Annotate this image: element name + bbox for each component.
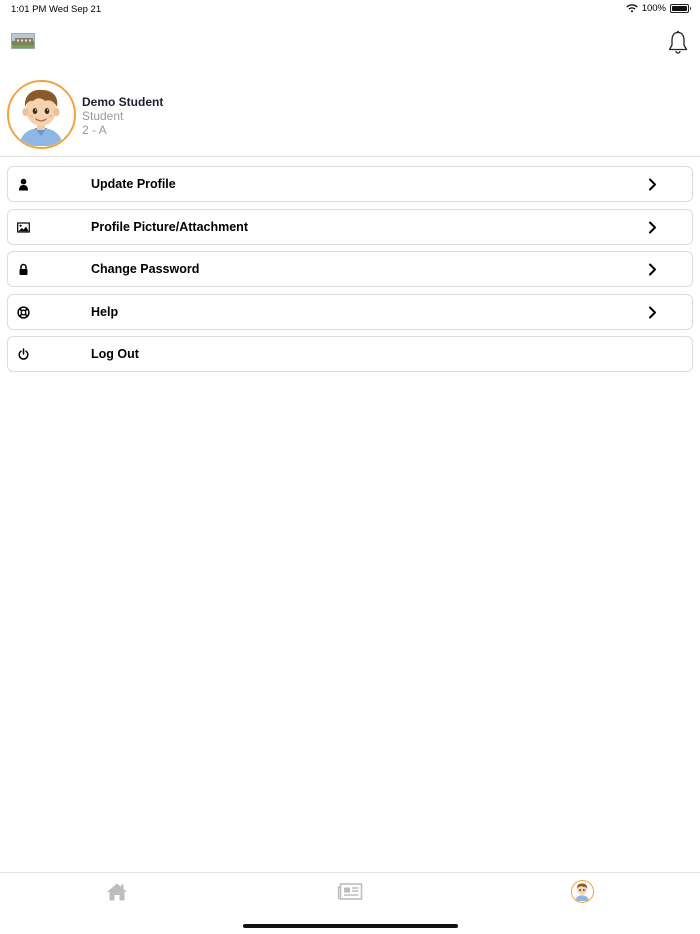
- lock-icon: [17, 263, 30, 276]
- image-icon: [17, 221, 30, 234]
- profile-role: Student: [82, 109, 124, 123]
- menu-item-help[interactable]: [7, 294, 693, 330]
- menu-item-profile-picture[interactable]: [7, 209, 693, 245]
- status-time: 1:01 PM: [11, 4, 47, 15]
- profile-class: 2 - A: [82, 123, 107, 137]
- menu-item-change-password[interactable]: [7, 251, 693, 287]
- home-indicator: [243, 924, 458, 928]
- menu-item-label: Update Profile: [91, 177, 176, 191]
- status-bar: [0, 0, 700, 18]
- battery-icon: [670, 4, 689, 13]
- chevron-right-icon: [648, 221, 657, 234]
- menu-item-label: Profile Picture/Attachment: [91, 219, 248, 234]
- avatar-icon[interactable]: [571, 880, 594, 903]
- profile-header: [0, 80, 700, 154]
- wifi-icon: [626, 4, 638, 13]
- student-avatar[interactable]: [7, 80, 76, 149]
- menu-item-update-profile[interactable]: [7, 166, 693, 202]
- home-icon[interactable]: [105, 881, 129, 903]
- power-icon: [17, 348, 30, 361]
- menu-item-label: Help: [91, 304, 119, 319]
- chevron-right-icon: [648, 263, 657, 276]
- header-divider: [0, 156, 700, 157]
- school-logo[interactable]: [11, 33, 35, 49]
- chevron-right-icon: [648, 178, 657, 191]
- battery-percent: 100%: [641, 3, 666, 14]
- profile-name: Demo Student: [82, 95, 164, 109]
- user-icon: [17, 178, 30, 191]
- newspaper-icon[interactable]: [337, 881, 363, 903]
- top-bar: [0, 28, 700, 60]
- status-right: [626, 3, 689, 14]
- lifebuoy-icon: [17, 306, 30, 319]
- bell-icon[interactable]: [667, 30, 689, 56]
- menu-item-label: Change Password: [91, 262, 200, 276]
- profile-menu: [7, 166, 693, 379]
- status-date: Wed Sep 21: [49, 4, 102, 15]
- menu-item-log-out[interactable]: [7, 336, 693, 372]
- menu-item-label: Log Out: [91, 347, 139, 361]
- chevron-right-icon: [648, 306, 657, 319]
